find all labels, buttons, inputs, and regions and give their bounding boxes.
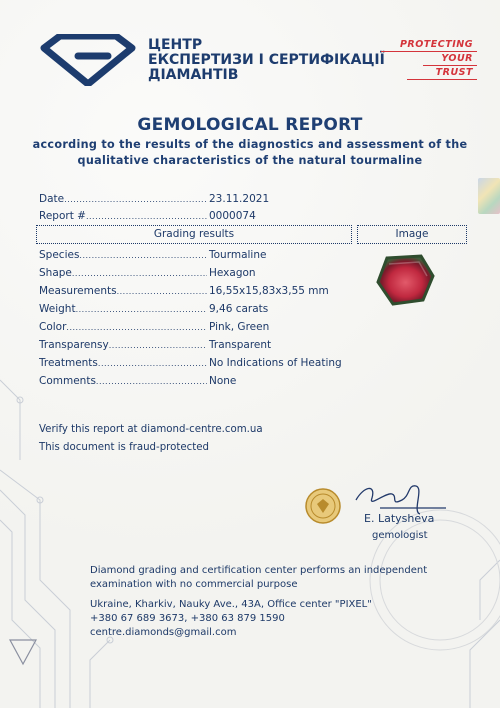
- org-name-line-1: ЦЕНТР: [148, 37, 203, 53]
- field-row-transparency: [39, 339, 272, 354]
- signatory-name: E. Latysheva: [364, 512, 435, 525]
- slogan-line-2: YOUR: [423, 53, 477, 66]
- comments-label: Comments .....: [39, 375, 207, 387]
- footer-line-1: Diamond grading and certification center performs an independent: [90, 565, 428, 576]
- field-row-weight: [39, 303, 269, 318]
- image-header: Image: [357, 225, 467, 244]
- comments-value: None: [209, 375, 237, 387]
- field-row-shape: [39, 267, 256, 282]
- hologram-sticker: [478, 178, 500, 214]
- slogan: [355, 39, 475, 81]
- org-name-line-2: ЕКСПЕРТИЗИ І СЕРТИФІКАЦІЇ: [148, 52, 385, 68]
- transparency-label: Transparensy .....: [39, 339, 207, 351]
- treatments-label: Treatments .....: [39, 357, 207, 369]
- report-number-label: Report # .....: [39, 210, 207, 222]
- field-row-species: [39, 249, 267, 264]
- species-label: Species .....: [39, 249, 207, 261]
- gold-seal-icon: [305, 488, 341, 524]
- measurements-label: Measurements .....: [39, 285, 207, 297]
- report-number-value: 0000074: [209, 210, 256, 222]
- subtitle-line-2: qualitative characteristics of the natural tourmaline: [77, 154, 423, 167]
- field-row-comments: [39, 375, 237, 390]
- treatments-value: No Indications of Heating: [209, 357, 342, 369]
- fraud-protected-text: This document is fraud-protected: [39, 442, 209, 453]
- signatory-role: gemologist: [372, 530, 428, 541]
- weight-label: Weight .....: [39, 303, 207, 315]
- grading-results-header: Grading results: [36, 225, 352, 244]
- species-value: Tourmaline: [209, 249, 267, 261]
- shape-label: Shape .....: [39, 267, 207, 279]
- shape-value: Hexagon: [209, 267, 256, 279]
- date-value: 23.11.2021: [209, 193, 270, 205]
- color-value: Pink, Green: [209, 321, 270, 333]
- field-row-measurements: [39, 285, 329, 300]
- date-row: [39, 193, 270, 208]
- tourmaline-gem-image: [375, 254, 435, 306]
- footer-line-2: examination with no commercial purpose: [90, 579, 298, 590]
- transparency-value: Transparent: [209, 339, 272, 351]
- subtitle-line-1: according to the results of the diagnostics and assessment of the: [32, 138, 468, 151]
- measurements-value: 16,55x15,83x3,55 mm: [209, 285, 329, 297]
- diamond-logo-icon: [38, 34, 138, 86]
- report-subtitle: [30, 137, 470, 169]
- slogan-line-1: PROTECTING: [381, 39, 477, 52]
- footer-description: [90, 564, 427, 592]
- field-row-treatments: [39, 357, 342, 372]
- footer-phones: +380 67 689 3673, +380 63 879 1590: [90, 613, 285, 624]
- color-label: Color .....: [39, 321, 207, 333]
- org-name-line-3: ДІАМАНТІВ: [148, 67, 239, 83]
- triangle-decoration: [10, 640, 36, 664]
- slogan-line-3: TRUST: [407, 67, 477, 80]
- verify-link-text: Verify this report at diamond-centre.com.ua: [39, 424, 263, 435]
- footer-address: Ukraine, Kharkiv, Nauky Ave., 43A, Office center "PIXEL": [90, 599, 372, 610]
- report-number-row: [39, 210, 256, 225]
- footer-email: centre.diamonds@gmail.com: [90, 627, 237, 638]
- report-title: GEMOLOGICAL REPORT: [137, 115, 363, 135]
- footer-contacts: [90, 598, 372, 640]
- field-row-color: [39, 321, 270, 336]
- header: [30, 30, 473, 90]
- weight-value: 9,46 carats: [209, 303, 269, 315]
- date-label: Date .....: [39, 193, 207, 205]
- organization-name: [148, 38, 385, 83]
